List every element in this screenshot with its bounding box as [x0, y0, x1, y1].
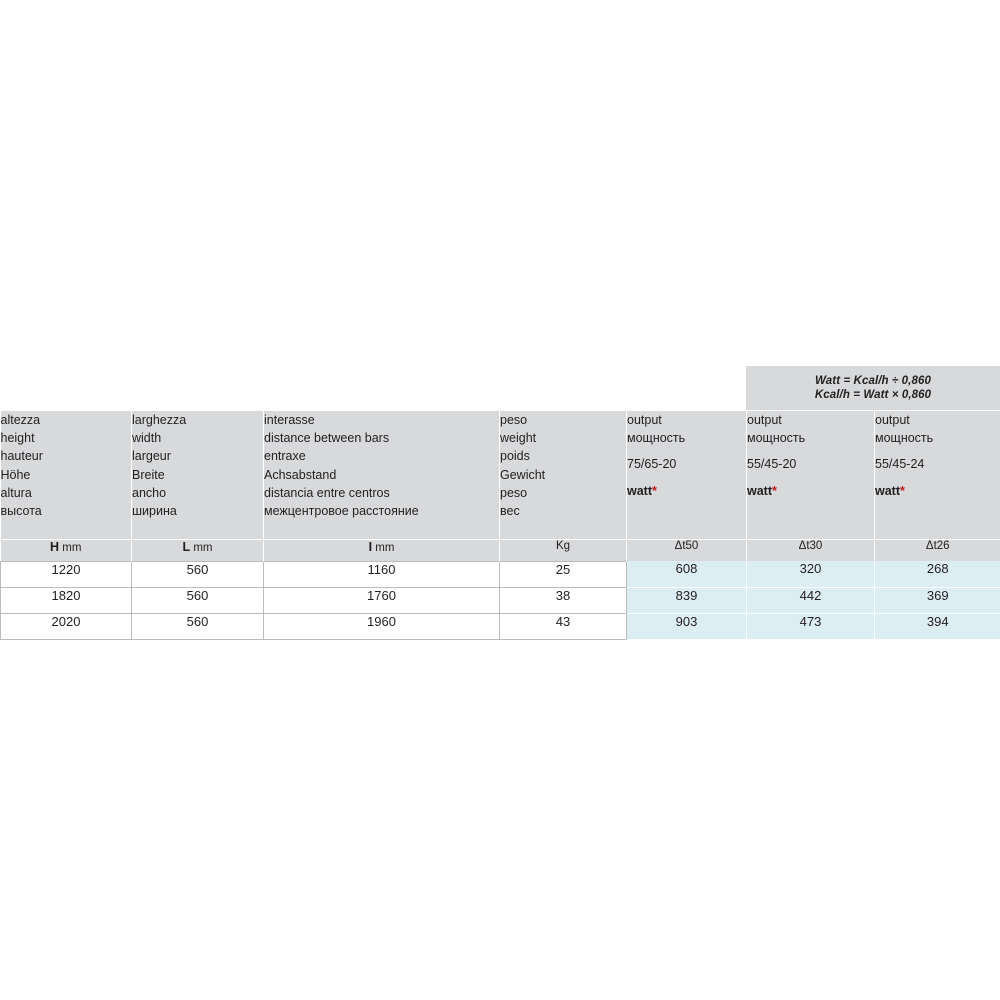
header-label: межцентровое расстояние: [264, 504, 419, 519]
header-cell-weight: [500, 411, 627, 539]
cell-output-dt50: 903: [627, 613, 747, 639]
header-label: poids: [500, 449, 530, 464]
cell-output-dt26: 268: [875, 561, 1000, 587]
unit-cell-dt26: [875, 539, 1000, 561]
header-label: hauteur: [0, 449, 43, 464]
header-label: Gewicht: [500, 467, 546, 482]
header-watt: [875, 482, 1000, 500]
cell-height: 1820: [1, 587, 132, 613]
header-cell-output-dt50: [627, 411, 747, 539]
specification-table: [0, 411, 1000, 640]
conversion-note-line-1: Watt = Kcal/h ÷ 0,860: [815, 375, 931, 387]
header-label: entraxe: [264, 449, 306, 464]
header-watt-text: watt: [627, 483, 652, 498]
cell-output-dt30: 473: [747, 613, 875, 639]
header-label: interasse: [264, 413, 315, 427]
cell-weight: 43: [500, 613, 627, 639]
unit-cell-weight: [500, 539, 627, 561]
header-label: ширина: [132, 504, 177, 519]
unit-suffix: mm: [62, 541, 82, 554]
header-label: Breite: [132, 467, 165, 482]
cell-output-dt30: 320: [747, 561, 875, 587]
table-row: [1, 561, 1000, 587]
cell-width: 560: [132, 561, 264, 587]
header-watt-text: watt: [875, 483, 900, 498]
header-label: peso: [500, 485, 528, 500]
header-temperature: 75/65-20: [627, 457, 677, 472]
conversion-note-line-2: Kcal/h = Watt × 0,860: [814, 389, 932, 401]
table-header-row-descriptions: [1, 411, 1000, 539]
header-label: вес: [500, 504, 520, 519]
unit-suffix: mm: [375, 541, 395, 554]
header-watt-text: watt: [747, 483, 772, 498]
cell-width: 560: [132, 613, 264, 639]
table-row: [1, 587, 1000, 613]
header-watt: [627, 482, 746, 500]
header-label: Höhe: [0, 467, 31, 482]
unit-cell-dt50: [627, 539, 747, 561]
header-label: ancho: [132, 485, 167, 500]
header-watt: [747, 482, 874, 500]
header-temperature: 55/45-20: [747, 457, 797, 472]
unit-symbol: I: [368, 539, 373, 554]
header-cell-width: [132, 411, 264, 539]
unit-cell-width: [132, 539, 264, 561]
header-label: output: [747, 413, 782, 427]
header-label: height: [0, 431, 35, 446]
cell-output-dt30: 442: [747, 587, 875, 613]
footnote-star: *: [652, 483, 657, 498]
cell-distance: 1960: [264, 613, 500, 639]
unit-symbol: Δt30: [798, 539, 823, 552]
conversion-note: [746, 366, 1000, 411]
cell-height: 2020: [1, 613, 132, 639]
cell-output-dt26: 394: [875, 613, 1000, 639]
cell-width: 560: [132, 587, 264, 613]
table-header-row-units: [1, 539, 1000, 561]
cell-height: 1220: [1, 561, 132, 587]
unit-cell-height: [1, 539, 132, 561]
cell-weight: 38: [500, 587, 627, 613]
cell-output-dt26: 369: [875, 587, 1000, 613]
header-label: мощность: [875, 431, 934, 446]
header-cell-output-dt26: [875, 411, 1000, 539]
cell-output-dt50: 608: [627, 561, 747, 587]
header-cell-distance-between-bars: [264, 411, 500, 539]
header-temperature: 55/45-24: [875, 457, 925, 472]
unit-symbol: Δt26: [925, 539, 950, 552]
header-label: мощность: [627, 431, 686, 446]
header-label: altezza: [0, 413, 41, 427]
header-label: width: [132, 431, 162, 446]
unit-cell-distance: [264, 539, 500, 561]
header-label: distancia entre centros: [264, 485, 390, 500]
unit-cell-dt30: [747, 539, 875, 561]
unit-suffix: mm: [193, 541, 213, 554]
header-label: output: [627, 413, 662, 427]
cell-distance: 1760: [264, 587, 500, 613]
header-label: largeur: [132, 449, 171, 464]
header-label: weight: [500, 431, 537, 446]
unit-symbol: Δt50: [674, 539, 699, 552]
cell-weight: 25: [500, 561, 627, 587]
header-label: distance between bars: [264, 431, 390, 446]
header-label: output: [875, 413, 910, 427]
unit-symbol: H: [50, 539, 60, 554]
footnote-star: *: [900, 483, 905, 498]
header-label: мощность: [747, 431, 806, 446]
cell-distance: 1160: [264, 561, 500, 587]
unit-symbol: Kg: [555, 539, 571, 552]
header-cell-height: [1, 411, 132, 539]
header-cell-output-dt30: [747, 411, 875, 539]
header-label: Achsabstand: [264, 467, 337, 482]
table-row: [1, 613, 1000, 639]
header-label: высота: [0, 504, 42, 519]
header-label: peso: [500, 413, 528, 427]
header-label: larghezza: [132, 413, 187, 427]
footnote-star: *: [772, 483, 777, 498]
unit-symbol: L: [182, 539, 191, 554]
header-label: altura: [0, 485, 32, 500]
cell-output-dt50: 839: [627, 587, 747, 613]
